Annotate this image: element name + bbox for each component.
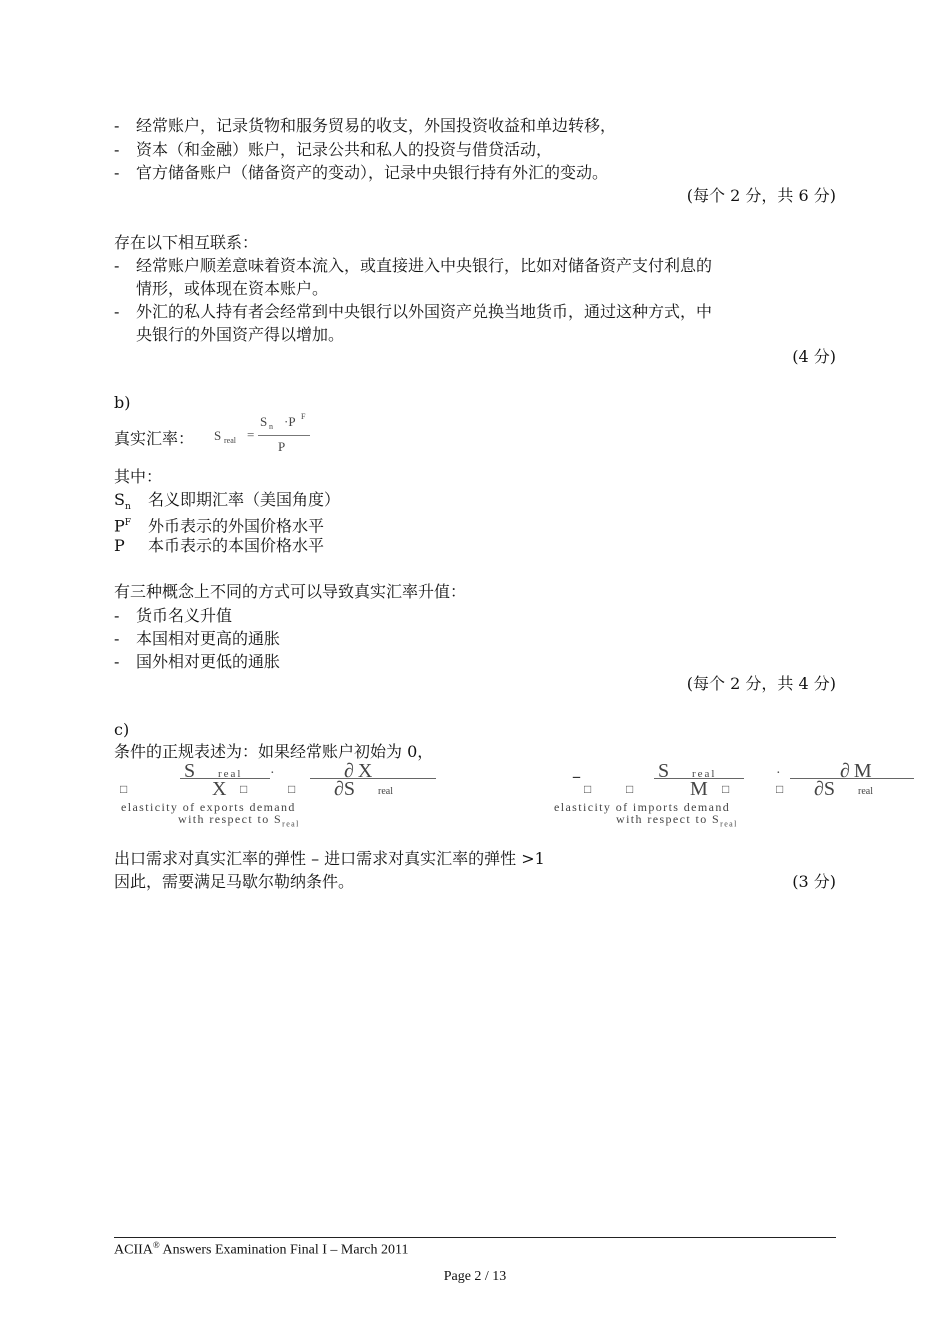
bullet-text: 经常账户，记录货物和服务贸易的收支，外国投资收益和单边转移， [136,116,617,135]
caption-exports: elasticity of exports demand [121,800,296,814]
bullet-text: 资本（和金融）账户，记录公共和私人的投资与借贷活动， [136,140,553,159]
formula-bot-sub: real [378,786,393,797]
bullet-reserve-account: - 官方储备账户（储备资产的变动），记录中央银行持有外汇的变动。 [114,163,609,182]
formula-lhs: S [214,428,222,443]
formula-num-p: ·P [284,414,296,429]
footer-divider [114,1237,836,1238]
conclusion: 因此，需要满足马歇尔勒纳条件。 [114,872,355,891]
definition-symbol: $S_n$ [114,490,131,513]
relation-item: - 外汇的私人持有者会经常到中央银行以外国资产兑换当地货币，通过这种方式，中 [114,302,713,321]
imports-elasticity-formula [554,760,934,829]
fraction-bar [310,778,436,779]
way-item: - 国外相对更低的通胀 [114,652,281,671]
formula-top-d: ∂M [840,760,876,782]
definition-text: 本币表示的本国价格水平 [148,536,325,555]
formula-num-s-sub: n [269,422,273,431]
formula-top-sub: real [218,768,243,780]
formula-dot: · [776,766,781,781]
formula-num-sup: F [301,412,306,421]
way-text: 货币名义升值 [136,606,233,625]
formula-label: 真实汇率： [114,429,195,448]
score-a2: (4 分) [792,347,836,366]
definition-symbol: P [114,536,125,555]
footer-title [114,1240,408,1259]
definition-symbol: $P^F$ [114,516,132,536]
appreciation-intro: 有三种概念上不同的方式可以导致真实汇率升值： [114,582,467,601]
way-item: - 货币名义升值 [114,606,233,625]
bullet-text: 官方储备账户（储备资产的变动），记录中央银行持有外汇的变动。 [136,163,609,182]
definition-pf [114,512,324,537]
bracket-mark: □ [776,782,784,796]
score-b: (每个 2 分，共 4 分) [686,674,836,693]
section-b-label: b) [114,393,131,412]
formula-num-s: S [260,414,268,429]
formula-top-sub: real [692,768,717,780]
section-c-label: c) [114,720,130,739]
relation-item-cont: 央银行的外国资产得以增加。 [136,325,345,344]
bullet-capital-account: - 资本（和金融）账户，记录公共和私人的投资与借贷活动， [114,140,553,159]
caption-wrt: with respect to $S_{real}$ [616,812,738,829]
formula-den: P [278,439,286,454]
minus-sign: – [572,766,581,787]
relation-line: 经常账户顺差意味着资本流入，或直接进入中央银行，比如对储备资产支付利息的 [136,256,713,275]
page-number: Page 2 / 13 [443,1269,507,1284]
formula-dot: · [270,766,275,781]
relation-item: - 经常账户顺差意味着资本流入，或直接进入中央银行，比如对储备资产支付利息的 [114,256,713,275]
formula-bot-d: ∂S [814,778,836,800]
way-text: 国外相对更低的通胀 [136,652,281,671]
verbal-condition: 出口需求对真实汇率的弹性 – 进口需求对真实汇率的弹性 >1 [114,849,545,868]
real-exchange-rate-formula [214,414,324,458]
bracket-mark: □ [722,782,730,796]
relations-intro: 存在以下相互联系： [114,233,259,252]
bracket-mark: □ [120,782,128,796]
fraction-bar [258,435,310,436]
relation-line: 外汇的私人持有者会经常到中央银行以外国资产兑换当地货币，通过这种方式，中 [136,302,713,321]
footer-brand: ACIIA [114,1242,153,1258]
formula-lhs-sub: real [224,436,236,445]
exports-elasticity-formula [120,760,500,829]
score-a1: (每个 2 分，共 6 分) [686,186,836,205]
fraction-bar [790,778,914,779]
formula-top-s: S [658,760,672,782]
definition-p [114,535,324,557]
way-text: 本国相对更高的通胀 [136,629,281,648]
formula-eq: = [247,427,255,442]
where-label: 其中： [114,467,163,486]
caption-wrt: with respect to $S_{real}$ [178,812,300,829]
definition-text: 外币表示的外国价格水平 [148,516,325,536]
definition-text: 名义即期汇率（美国角度） [148,490,341,509]
way-item: - 本国相对更高的通胀 [114,629,281,648]
formula-top-d: ∂X [344,760,377,782]
condition-intro: 条件的正规表述为：如果经常账户初始为 0， [114,742,434,761]
bracket-mark: □ [584,782,592,796]
relation-item-cont: 情形，或体现在资本账户。 [136,279,329,298]
formula-bot-sub: real [858,786,873,797]
formula-top-s: S [184,760,198,782]
score-c: (3 分) [792,872,836,891]
footer-reg: ® [152,1240,160,1250]
bullet-current-account: - 经常账户，记录货物和服务贸易的收支，外国投资收益和单边转移， [114,116,617,135]
formula-bot-d: ∂S [334,778,356,800]
footer-title-text: Answers Examination Final I – March 2011 [159,1242,409,1258]
bracket-mark: □ [288,782,296,796]
formula-bot-x: X [212,778,227,800]
caption-imports: elasticity of imports demand [554,800,731,814]
formula-bot-x: M [690,778,708,800]
bracket-mark: □ [626,782,634,796]
bracket-mark: □ [240,782,248,796]
